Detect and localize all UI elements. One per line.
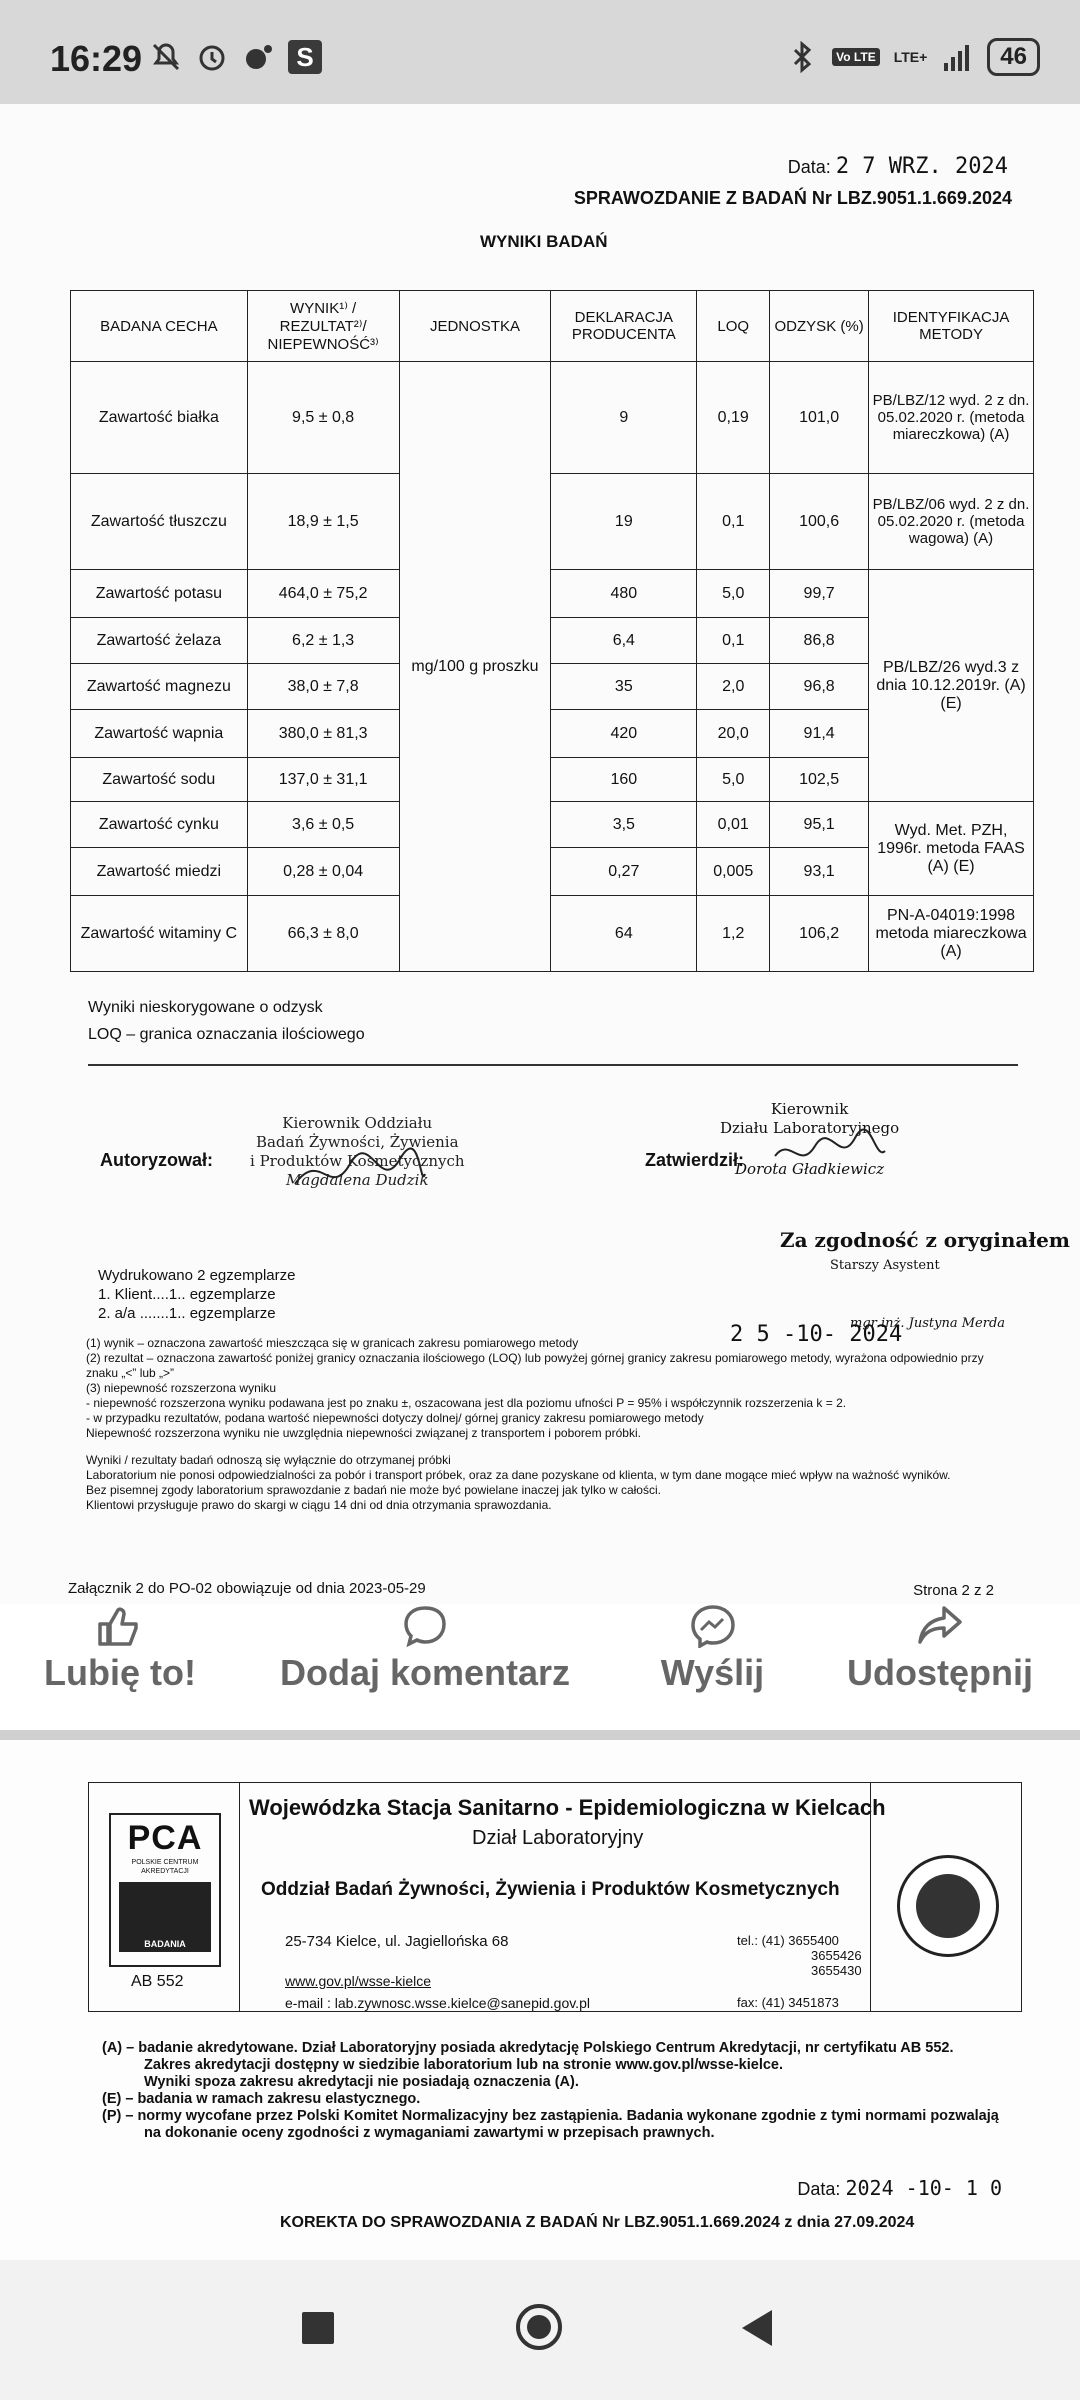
- result-cell: 137,0 ± 31,1: [247, 758, 399, 802]
- recovery-cell: 86,8: [770, 618, 869, 664]
- app-s-icon: S: [288, 40, 322, 74]
- like-button[interactable]: [40, 1604, 200, 1694]
- home-button[interactable]: [516, 2304, 562, 2350]
- column-header: BADANA CECHA: [71, 291, 248, 362]
- feature-cell: Zawartość tłuszczu: [71, 474, 248, 570]
- recovery-cell: 99,7: [770, 570, 869, 618]
- correction-date: Data: 2024 -10- 1 0: [797, 2176, 1002, 2200]
- recovery-cell: 106,2: [770, 896, 869, 972]
- website-link: www.gov.pl/wsse-kielce: [285, 1973, 432, 1989]
- battery-indicator: 46: [987, 38, 1040, 76]
- bluetooth-icon: [786, 41, 818, 73]
- loq-cell: 5,0: [697, 570, 770, 618]
- attachment-note: Załącznik 2 do PO-02 obowiązuje od dnia 2023-05-29: [68, 1580, 426, 1597]
- recovery-cell: 96,8: [770, 664, 869, 710]
- seal-block: [870, 1783, 1021, 2011]
- printed-copies: Wydrukowano 2 egzemplarze 1. Klient....1.. egzemplarze 2. a/a .......1.. egzemplarze: [98, 1267, 296, 1322]
- authorized-signature: [290, 1144, 430, 1204]
- loq-cell: 2,0: [697, 664, 770, 710]
- fax-number: fax: (41) 3451873: [737, 1995, 839, 2010]
- table-row: [71, 802, 1034, 848]
- result-cell: 0,28 ± 0,04: [247, 848, 399, 896]
- divider-line: [88, 1064, 1018, 1066]
- feature-cell: Zawartość potasu: [71, 570, 248, 618]
- feature-cell: Zawartość cynku: [71, 802, 248, 848]
- feature-cell: Zawartość białka: [71, 362, 248, 474]
- correction-image[interactable]: [0, 1740, 1080, 2260]
- feature-cell: Zawartość miedzi: [71, 848, 248, 896]
- report-date-value: 2 7 WRZ. 2024: [835, 154, 1008, 179]
- department-name: Dział Laboratoryjny: [472, 1827, 644, 1849]
- authorized-label: Autoryzował:: [100, 1150, 214, 1170]
- method-cell: PB/LBZ/12 wyd. 2 z dn. 05.02.2020 r. (metoda miareczkowa) (A): [869, 362, 1034, 474]
- declared-cell: 64: [551, 896, 697, 972]
- recovery-cell: 95,1: [770, 802, 869, 848]
- declared-cell: 160: [551, 758, 697, 802]
- comment-button[interactable]: [270, 1604, 580, 1694]
- declared-cell: 3,5: [551, 802, 697, 848]
- feature-cell: Zawartość witaminy C: [71, 896, 248, 972]
- signal-icon: [941, 41, 973, 73]
- column-header: IDENTYFIKACJA METODY: [869, 291, 1034, 362]
- loq-cell: 5,0: [697, 758, 770, 802]
- feature-cell: Zawartość magnezu: [71, 664, 248, 710]
- navigation-bar: [0, 2260, 1080, 2400]
- notification-icons: [150, 40, 322, 74]
- loq-cell: 20,0: [697, 710, 770, 758]
- loq-cell: 1,2: [697, 896, 770, 972]
- column-header: WYNIK¹⁾ / REZULTAT²⁾/ NIEPEWNOŚĆ³⁾: [247, 291, 399, 362]
- report-image[interactable]: [0, 104, 1080, 1604]
- accreditation-number: AB 552: [131, 1973, 184, 1990]
- share-label: Udostępnij: [847, 1652, 1033, 1693]
- column-header: LOQ: [697, 291, 770, 362]
- share-button[interactable]: [840, 1604, 1040, 1694]
- loq-cell: 0,19: [697, 362, 770, 474]
- thumbs-up-icon: [96, 1604, 144, 1648]
- address: 25-734 Kielce, ul. Jagiellońska 68: [285, 1933, 509, 1950]
- footnotes: (1) wynik – oznaczona zawartość mieszcząca się w granicach zakresu pomiarowego metody (2) rezultat – oznaczona zawartość poniżej granicy oznaczania ilościowego (LOQ) lub powyżej górnej granicy zakresu pomiarowego metody, wyrażona odpowiednio przy znaku „<” lub „>” (3) niepewność rozszerzona wyniku - niepewność rozszerzona wyniku podawana jest po znaku ±, oszacowana jest dla poziomu ufności P = 95% i współczynnik rozszerzenia k = 2. - w przypadku rezultatów, podana wartość niepewności dotyczy dolnej/ górnej granicy zakresu pomiarowego metody Niepewność rozszerzona wyniku nie uwzględnia niepewności związanej z transportem i poborem próbki. Wyniki / rezultaty badań odnoszą się wyłącznie do otrzymanej próbki Laboratorium nie ponosi odpowiedzialności za pobór i transport próbek, oraz za dane pozyskane od klienta, w tym dane mogące mieć wpływ na ważność wyników. Bez pisemnej zgody laboratorium sprawozdanie z badań nie może być powielane inaczej jak tylko w całości. Klientowi przysługuje prawo do skargi w ciągu 14 dni od dnia otrzymania sprawozdania.: [86, 1336, 984, 1512]
- loq-cell: 0,1: [697, 618, 770, 664]
- pca-logo: PCA POLSKIE CENTRUM AKREDYTACJI BADANIA: [109, 1813, 221, 1967]
- recovery-cell: 93,1: [770, 848, 869, 896]
- network-type: LTE+: [893, 49, 928, 65]
- feature-cell: Zawartość wapnia: [71, 710, 248, 758]
- table-notes: Wyniki nieskorygowane o odzysk LOQ – granica oznaczania ilościowego: [88, 999, 365, 1043]
- result-cell: 380,0 ± 81,3: [247, 710, 399, 758]
- result-cell: 464,0 ± 75,2: [247, 570, 399, 618]
- approved-stamp: Kierownik Działu Laboratoryjnego Dorota Gładkiewicz: [720, 1100, 900, 1178]
- table-row: [71, 896, 1034, 972]
- post-divider: [0, 1730, 1080, 1740]
- status-bar: [0, 0, 1080, 104]
- back-button[interactable]: [742, 2310, 772, 2346]
- page-number: Strona 2 z 2: [913, 1582, 994, 1599]
- system-icons: [786, 38, 1040, 76]
- loq-cell: 0,1: [697, 474, 770, 570]
- declared-cell: 19: [551, 474, 697, 570]
- certified-copy-signer: mgr inż. Justyna Merda: [850, 1316, 1006, 1331]
- comment-label: Dodaj komentarz: [279, 1652, 571, 1693]
- state-seal-icon: [897, 1855, 999, 1957]
- table-row: [71, 474, 1034, 570]
- recovery-cell: 102,5: [770, 758, 869, 802]
- approved-signature: [770, 1126, 890, 1176]
- email: e-mail : lab.zywnosc.wsse.kielce@sanepid.gov.pl: [285, 1995, 590, 2011]
- certified-copy-role: Starszy Asystent: [830, 1258, 940, 1273]
- send-label: Wyślij: [660, 1652, 765, 1693]
- declared-cell: 480: [551, 570, 697, 618]
- comment-icon: [401, 1604, 449, 1648]
- declared-cell: 35: [551, 664, 697, 710]
- feature-cell: Zawartość żelaza: [71, 618, 248, 664]
- mute-icon: [150, 41, 182, 73]
- recent-apps-button[interactable]: [302, 2312, 334, 2344]
- letterhead: [88, 1782, 1022, 2012]
- recovery-cell: 91,4: [770, 710, 869, 758]
- declared-cell: 420: [551, 710, 697, 758]
- certified-copy-label: Za zgodność z oryginałem: [780, 1228, 1070, 1252]
- feature-cell: Zawartość sodu: [71, 758, 248, 802]
- messenger-icon: [689, 1604, 737, 1648]
- volte-badge: Vo LTE: [832, 48, 880, 66]
- result-cell: 18,9 ± 1,5: [247, 474, 399, 570]
- alarm-icon: [196, 41, 228, 73]
- organization-name: Wojewódzka Stacja Sanitarno - Epidemiologiczna w Kielcach: [249, 1795, 886, 1820]
- declared-cell: 9: [551, 362, 697, 474]
- recovery-cell: 101,0: [770, 362, 869, 474]
- report-title: SPRAWOZDANIE Z BADAŃ Nr LBZ.9051.1.669.2024: [573, 188, 1012, 208]
- accreditation-legend: (A) – badanie akredytowane. Dział Laboratoryjny posiada akredytację Polskiego Centrum Akredytacji, nr certyfikatu AB 552. Zakres akredytacji dostępny w siedzibie laboratorium lub na stronie www.gov.pl/wsse-kielce. Wyniki spoza zakresu akredytacji nie posiadają oznaczenia (A). (E) – badania w ramach zakresu elastycznego. (P) – normy wycofane przez Polski Komitet Normalizacyjny bez zastąpienia. Badania wykonane zgodnie z tymi normami pozwalają na dokonanie oceny zgodności z wymaganiami zawartymi w przepisach prawnych.: [102, 2040, 999, 2141]
- method-cell: PN-A-04019:1998 metoda miareczkowa (A): [869, 896, 1034, 972]
- method-cell: Wyd. Met. PZH, 1996r. metoda FAAS (A) (E): [869, 802, 1034, 896]
- loq-cell: 0,01: [697, 802, 770, 848]
- result-cell: 9,5 ± 0,8: [247, 362, 399, 474]
- certified-copy-date: 2 5 -10- 2024: [730, 1322, 903, 1347]
- post-actions-bar: [0, 1604, 1080, 1732]
- table-header-row: [71, 291, 1034, 362]
- results-heading: WYNIKI BADAŃ: [480, 232, 608, 251]
- share-icon: [916, 1604, 964, 1648]
- result-cell: 66,3 ± 8,0: [247, 896, 399, 972]
- recovery-cell: 100,6: [770, 474, 869, 570]
- result-cell: 3,6 ± 0,5: [247, 802, 399, 848]
- table-row: [71, 570, 1034, 618]
- declared-cell: 6,4: [551, 618, 697, 664]
- method-cell: PB/LBZ/06 wyd. 2 z dn. 05.02.2020 r. (metoda wagowa) (A): [869, 474, 1034, 570]
- authorized-stamp: Kierownik Oddziału Badań Żywności, Żywienia i Produktów Kosmetycznych Magdalena Dudzik: [250, 1114, 465, 1189]
- clock: 16:29: [50, 38, 143, 79]
- accreditation-block: [89, 1783, 240, 2011]
- pca-badge: BADANIA: [119, 1882, 211, 1952]
- loq-cell: 0,005: [697, 848, 770, 896]
- unit-cell: mg/100 g proszku: [399, 362, 551, 972]
- table-row: [71, 362, 1034, 474]
- report-date: Data: 2 7 WRZ. 2024: [787, 154, 1008, 179]
- declared-cell: 0,27: [551, 848, 697, 896]
- result-cell: 38,0 ± 7,8: [247, 664, 399, 710]
- notification-icon: [242, 41, 274, 73]
- results-table: [70, 290, 1034, 972]
- column-header: DEKLARACJA PRODUCENTA: [551, 291, 697, 362]
- approved-label: Zatwierdził:: [645, 1150, 745, 1170]
- column-header: ODZYSK (%): [770, 291, 869, 362]
- send-button[interactable]: [650, 1604, 775, 1694]
- method-cell: PB/LBZ/26 wyd.3 z dnia 10.12.2019r. (A) (E): [869, 570, 1034, 802]
- result-cell: 6,2 ± 1,3: [247, 618, 399, 664]
- correction-title: KOREKTA DO SPRAWOZDANIA Z BADAŃ Nr LBZ.9051.1.669.2024 z dnia 27.09.2024: [280, 2214, 915, 2231]
- division-name: Oddział Badań Żywności, Żywienia i Produktów Kosmetycznych: [261, 1879, 840, 1900]
- column-header: JEDNOSTKA: [399, 291, 551, 362]
- phone-numbers: tel.: (41) 3655400 3655426 3655430: [737, 1933, 862, 1978]
- like-label: Lubię to!: [44, 1652, 196, 1693]
